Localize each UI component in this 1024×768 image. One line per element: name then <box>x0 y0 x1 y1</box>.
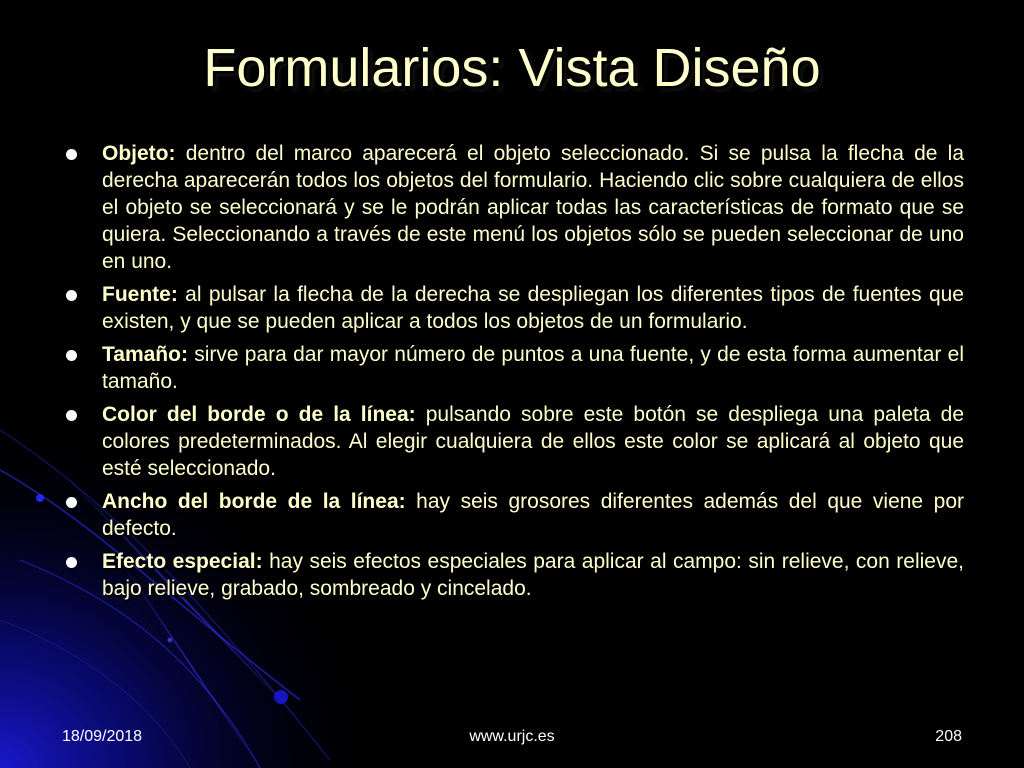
bullet-item <box>62 488 964 542</box>
bullet-item <box>62 548 964 602</box>
bullet-term: Tamaño: <box>102 343 188 366</box>
bullet-text: hay seis grosores diferentes además del que viene por defecto. <box>102 490 965 540</box>
bullet-term: Fuente: <box>102 283 178 306</box>
bullet-dot-icon <box>66 149 77 160</box>
bullet-dot-icon <box>66 410 77 421</box>
bullet-term: Objeto: <box>102 142 176 165</box>
slide-title: Formularios: Vista Diseño <box>203 38 821 98</box>
bullet-term: Efecto especial: <box>102 550 263 573</box>
bullet-dot-icon <box>66 497 77 508</box>
bullet-dot-icon <box>66 557 77 568</box>
footer-date: 18/09/2018 <box>62 728 143 745</box>
footer-site: www.urjc.es <box>469 728 555 745</box>
bullet-term: Color del borde o de la línea: <box>102 403 416 426</box>
bullet-text: pulsando sobre este botón se despliega una paleta de colores predeterminados. Al elegir cualquiera de ellos este color se aplicará al objeto que esté seleccionado. <box>102 403 964 480</box>
bullet-dot-icon <box>66 290 77 301</box>
bullet-text: sirve para dar mayor número de puntos a una fuente, y de esta forma aumentar el tamaño. <box>102 343 964 393</box>
bullet-dot-icon <box>66 350 77 361</box>
bullet-term: Ancho del borde de la línea: <box>102 490 406 513</box>
bullet-list <box>62 140 964 608</box>
bullet-text: dentro del marco aparecerá el objeto seleccionado. Si se pulsa la flecha de la derecha aparecerán todos los objetos del formulario. Haciendo clic sobre cualquiera de ellos el objeto se seleccionará y se le podrán aplicar todas las características de formato que se quiera. Seleccionando a través de este menú los objetos sólo se pueden seleccionar de uno en uno. <box>102 142 964 273</box>
bullet-item <box>62 281 964 335</box>
bullet-item <box>62 341 964 395</box>
bullet-text: al pulsar la flecha de la derecha se despliegan los diferentes tipos de fuentes que existen, y que se pueden aplicar a todos los objetos de un formulario. <box>102 283 964 333</box>
bullet-item <box>62 401 964 482</box>
bullet-text: hay seis efectos especiales para aplicar al campo: sin relieve, con relieve, bajo relieve, grabado, sombreado y cincelado. <box>102 550 964 600</box>
footer-page-number: 208 <box>935 728 962 745</box>
bullet-item <box>62 140 964 275</box>
